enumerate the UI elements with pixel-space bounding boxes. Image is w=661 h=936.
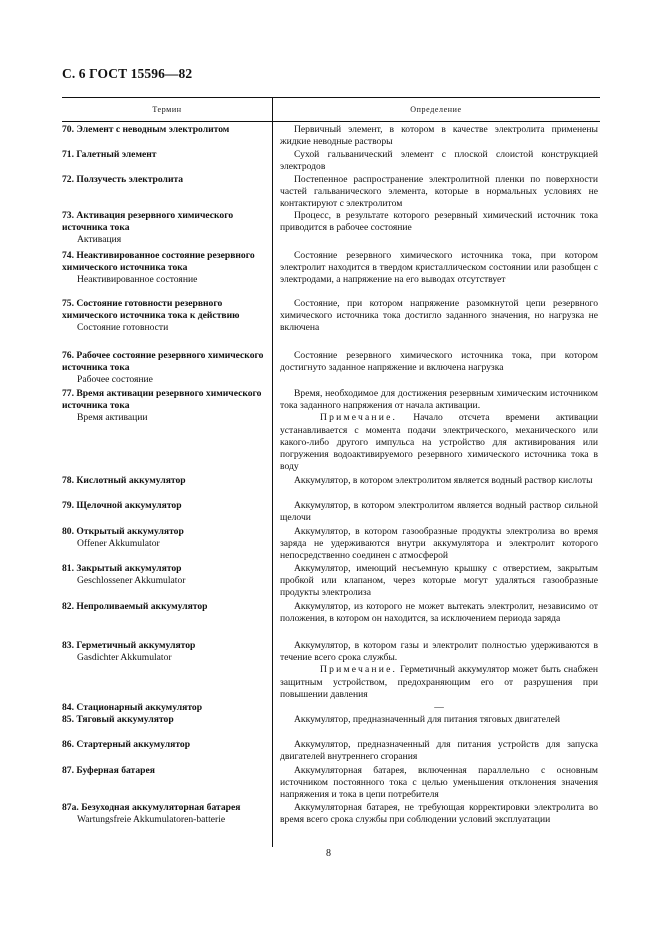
term-label: 75. Состояние готовности резервного химического источника тока к действию — [62, 298, 240, 322]
page-number: 8 — [326, 848, 331, 859]
definition: Состояние резервного химического источника тока, при котором электролит находится в твердом кристаллическом состоянии или разобщен с электродами, а напряжение на его выводах отсутствует — [280, 250, 598, 286]
note-label: Примечание. — [320, 664, 398, 676]
term-label: 79. Щелочной аккумулятор — [62, 500, 182, 511]
definition: Первичный элемент, в котором в качестве электролита применены жидкие неводные растворы — [280, 124, 598, 148]
term-short-form: Рабочее состояние — [77, 374, 153, 386]
term-short-form: Активация — [77, 234, 122, 246]
term-short-form: Состояние готовности — [77, 322, 169, 334]
column-header-definition: Определение — [410, 105, 462, 114]
term-label: 85. Тяговый аккумулятор — [62, 714, 174, 725]
term-label: 70. Элемент с неводным электролитом — [62, 124, 230, 135]
term-german: Wartungsfreie Akkumulatoren-batterie — [77, 814, 226, 826]
table-top-rule — [62, 97, 600, 98]
definition: Время, необходимое для достижения резервным химическим источником тока заданного напряжения от начала активации. — [280, 388, 598, 412]
definition: Процесс, в результате которого резервный химический источник тока приводится в рабочее состояние — [280, 210, 598, 234]
term-label: 73. Активация резервного химического источника тока — [62, 210, 234, 234]
term-label: 84. Стационарный аккумулятор — [62, 702, 203, 713]
definition: Аккумулятор, предназначенный для питания тяговых двигателей — [294, 714, 561, 725]
term-short-form: Время активации — [77, 412, 148, 424]
definition: Аккумуляторная батарея, включенная параллельно с основным источником постоянного тока с целью уменьшения отклонения значения напряжения и тока в цепи потребителя — [280, 765, 598, 801]
term-label: 74. Неактивированное состояние резервного химического источника тока — [62, 250, 255, 274]
term-label: 82. Непроливаемый аккумулятор — [62, 601, 208, 612]
term-label: 72. Ползучесть электролита — [62, 174, 184, 185]
definition: Аккумулятор, предназначенный для питания устройств для запуска двигателей внутреннего сгорания — [280, 739, 598, 763]
column-header-term: Термин — [152, 105, 182, 114]
term-label: 77. Время активации резервного химического источника тока — [62, 388, 262, 412]
note-label: Примечание. — [320, 412, 398, 424]
definition: Состояние резервного химического источника тока, при котором достигнуто заданное напряжение и включена нагрузка — [280, 350, 598, 374]
table-column-divider — [272, 97, 273, 847]
term-short-form: Неактивированное состояние — [77, 274, 198, 286]
terms-table — [62, 97, 600, 847]
definition: Аккумулятор, в котором электролитом является водный раствор кислоты — [294, 475, 593, 486]
definition: Аккумуляторная батарея, не требующая корректировки электролита во время всего срока службы при соблюдении условий эксплуатации — [280, 802, 598, 826]
term-german: Gasdichter Akkumulator — [77, 652, 172, 664]
definition: Состояние, при котором напряжение разомкнутой цепи резервного химического источника тока достигло заданного значения, но нагрузка не включена — [280, 298, 598, 334]
term-label: 83. Герметичный аккумулятор — [62, 640, 196, 651]
definition: Аккумулятор, в котором газообразные продукты электролиза во время заряда не удерживаются внутри аккумулятора и электролит которого непосредственно соединен с атмосферой — [280, 526, 598, 562]
term-label: 78. Кислотный аккумулятор — [62, 475, 186, 486]
definition: Аккумулятор, имеющий несъемную крышку с отверстием, закрытым пробкой или клапаном, через которые могут удаляться газообразные продукты электролиза — [280, 563, 598, 599]
note-text: Герметичный аккумулятор может быть снабжен защитным устройством, предохраняющим его от разрушения при повышении давления — [280, 664, 598, 700]
term-label: 87. Буферная батарея — [62, 765, 155, 776]
page-header: С. 6 ГОСТ 15596—82 — [62, 66, 193, 81]
definition: Постепенное распространение электролитной пленки по поверхности частей гальванического элемента, которые в нормальных условиях не контактируют с электролитом — [280, 174, 598, 210]
definition: — — [434, 702, 444, 713]
term-label: 76. Рабочее состояние резервного химического источника тока — [62, 350, 264, 374]
term-german: Geschlossener Akkumulator — [77, 575, 186, 587]
definition: Аккумулятор, в котором электролитом является водный раствор сильной щелочи — [280, 500, 598, 524]
term-label: 81. Закрытый аккумулятор — [62, 563, 182, 574]
term-label: 87а. Безуходная аккумуляторная батарея — [62, 802, 241, 813]
table-header-rule — [62, 121, 600, 122]
term-label: 80. Открытый аккумулятор — [62, 526, 184, 537]
definition: Аккумулятор, из которого не может вытекать электролит, независимо от положения, в котором он находится, за исключением периода заряда — [280, 601, 598, 625]
term-label: 86. Стартерный аккумулятор — [62, 739, 191, 750]
term-label: 71. Галетный элемент — [62, 149, 157, 160]
definition: Аккумулятор, в котором газы и электролит полностью удерживаются в течение всего срока службы. — [280, 640, 598, 664]
note-text: Начало отсчета времени активации устанавливается с момента подачи электрического, механического или какого-либо другого импульса на устройство для активирования или погружения водоактивируемого резервного химического источника тока в воду — [280, 412, 599, 473]
definition: Сухой гальванический элемент с плоской слоистой конструкцией электродов — [280, 149, 598, 173]
term-german: Offener Akkumulator — [77, 538, 160, 550]
